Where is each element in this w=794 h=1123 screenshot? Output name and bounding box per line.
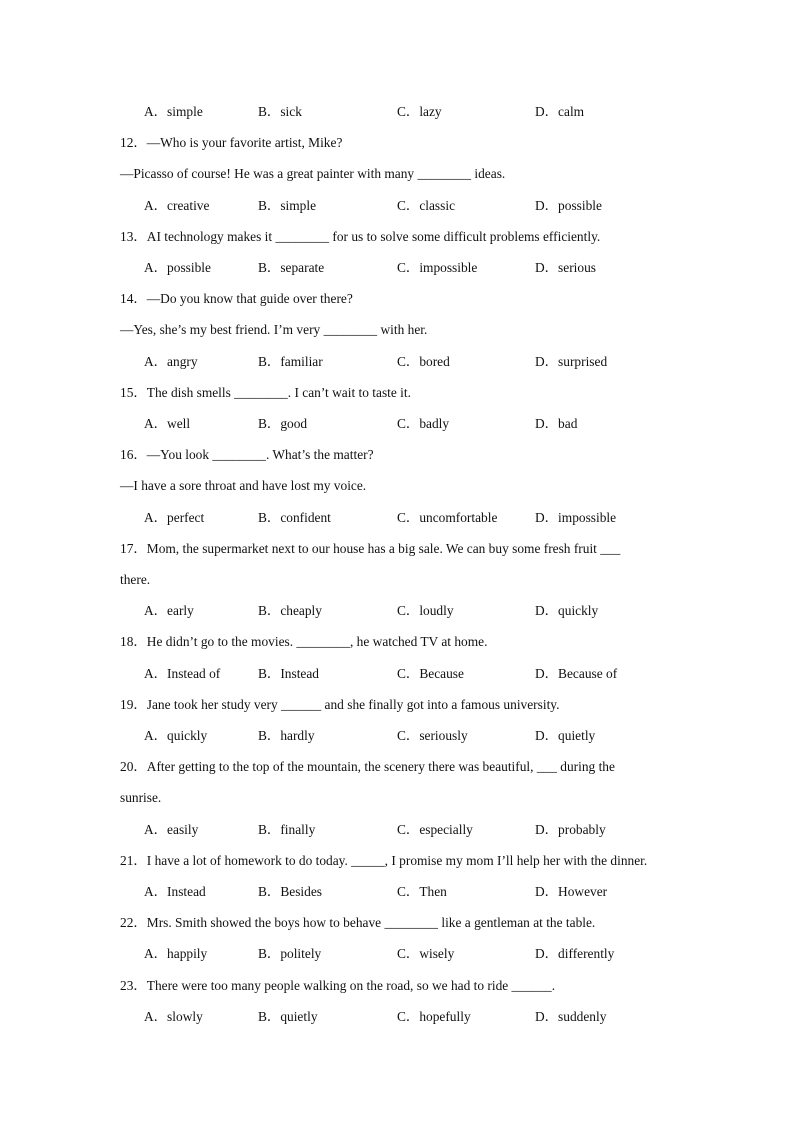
option-d: D．surprised xyxy=(535,354,608,369)
option-b: B．politely xyxy=(258,946,322,961)
option-a: A．creative xyxy=(144,198,210,213)
answer-options xyxy=(144,944,784,964)
option-d: D．quickly xyxy=(535,603,599,618)
option-d: D．bad xyxy=(535,416,578,431)
option-d: D．impossible xyxy=(535,510,617,525)
option-a: A．possible xyxy=(144,260,211,275)
option-a: A．quickly xyxy=(144,728,208,743)
option-c: C．hopefully xyxy=(397,1009,471,1024)
answer-options xyxy=(144,726,784,746)
option-b: B．finally xyxy=(258,822,316,837)
option-d: D．serious xyxy=(535,260,596,275)
option-b: B．Besides xyxy=(258,884,322,899)
answer-options xyxy=(144,882,784,902)
option-c: C．lazy xyxy=(397,104,442,119)
question-stem: 12．—Who is your favorite artist, Mike? xyxy=(120,135,343,150)
option-d: D．suddenly xyxy=(535,1009,607,1024)
option-a: A．early xyxy=(144,603,194,618)
option-b: B．good xyxy=(258,416,308,431)
option-d: D．possible xyxy=(535,198,602,213)
question-text: —I have a sore throat and have lost my voice. xyxy=(120,478,367,493)
option-a: A．easily xyxy=(144,822,199,837)
option-c: C．especially xyxy=(397,822,473,837)
question-stem: 19．Jane took her study very ______ and she finally got into a famous university. xyxy=(120,697,560,712)
answer-options xyxy=(144,664,784,684)
option-b: B．Instead xyxy=(258,666,319,681)
question-stem: 21．I have a lot of homework to do today. _____, I promise my mom I’ll help her with the dinner. xyxy=(120,853,648,868)
question-stem: 18．He didn’t go to the movies. ________, he watched TV at home. xyxy=(120,634,488,649)
answer-options xyxy=(144,352,784,372)
option-a: A．angry xyxy=(144,354,198,369)
option-b: B．confident xyxy=(258,510,331,525)
option-a: A．happily xyxy=(144,946,208,961)
question-stem: 15．The dish smells ________. I can’t wait to taste it. xyxy=(120,385,411,400)
option-a: A．slowly xyxy=(144,1009,203,1024)
option-a: A．perfect xyxy=(144,510,205,525)
question-stem: 17．Mom, the supermarket next to our house has a big sale. We can buy some fresh fruit ___ xyxy=(120,541,621,556)
question-stem: 13．AI technology makes it ________ for us to solve some difficult problems efficiently. xyxy=(120,229,601,244)
option-d: D．differently xyxy=(535,946,615,961)
option-b: B．hardly xyxy=(258,728,315,743)
question-text: —Picasso of course! He was a great painter with many ________ ideas. xyxy=(120,166,506,181)
option-d: D．probably xyxy=(535,822,606,837)
option-d: D．calm xyxy=(535,104,585,119)
question-stem: 16．—You look ________. What’s the matter? xyxy=(120,447,374,462)
question-stem: 14．—Do you know that guide over there? xyxy=(120,291,353,306)
option-b: B．simple xyxy=(258,198,317,213)
option-c: C．wisely xyxy=(397,946,455,961)
option-c: C．Because xyxy=(397,666,464,681)
option-b: B．familiar xyxy=(258,354,323,369)
answer-options xyxy=(144,508,784,528)
question-stem: 23．There were too many people walking on the road, so we had to ride ______. xyxy=(120,978,556,993)
option-c: C．loudly xyxy=(397,603,454,618)
option-c: C．impossible xyxy=(397,260,478,275)
question-text: there. xyxy=(120,572,151,587)
question-text: —Yes, she’s my best friend. I’m very ________ with her. xyxy=(120,322,428,337)
option-a: A．simple xyxy=(144,104,203,119)
answer-options xyxy=(144,820,784,840)
option-d: D．However xyxy=(535,884,608,899)
option-d: D．Because of xyxy=(535,666,618,681)
option-b: B．sick xyxy=(258,104,302,119)
option-b: B．quietly xyxy=(258,1009,318,1024)
option-c: C．uncomfortable xyxy=(397,510,498,525)
option-c: C．badly xyxy=(397,416,450,431)
answer-options xyxy=(144,414,784,434)
answer-options xyxy=(144,601,784,621)
option-c: C．Then xyxy=(397,884,447,899)
question-text: sunrise. xyxy=(120,790,162,805)
option-c: C．bored xyxy=(397,354,450,369)
question-stem: 20．After getting to the top of the mountain, the scenery there was beautiful, ___ during the xyxy=(120,759,615,774)
question-stem: 22．Mrs. Smith showed the boys how to behave ________ like a gentleman at the table. xyxy=(120,915,596,930)
answer-options xyxy=(144,1007,784,1027)
option-d: D．quietly xyxy=(535,728,596,743)
option-a: A．well xyxy=(144,416,191,431)
option-b: B．cheaply xyxy=(258,603,322,618)
option-c: C．seriously xyxy=(397,728,468,743)
option-a: A．Instead of xyxy=(144,666,221,681)
option-a: A．Instead xyxy=(144,884,206,899)
option-b: B．separate xyxy=(258,260,325,275)
answer-options xyxy=(144,258,784,278)
answer-options xyxy=(144,196,784,216)
answer-options xyxy=(144,102,784,122)
option-c: C．classic xyxy=(397,198,456,213)
